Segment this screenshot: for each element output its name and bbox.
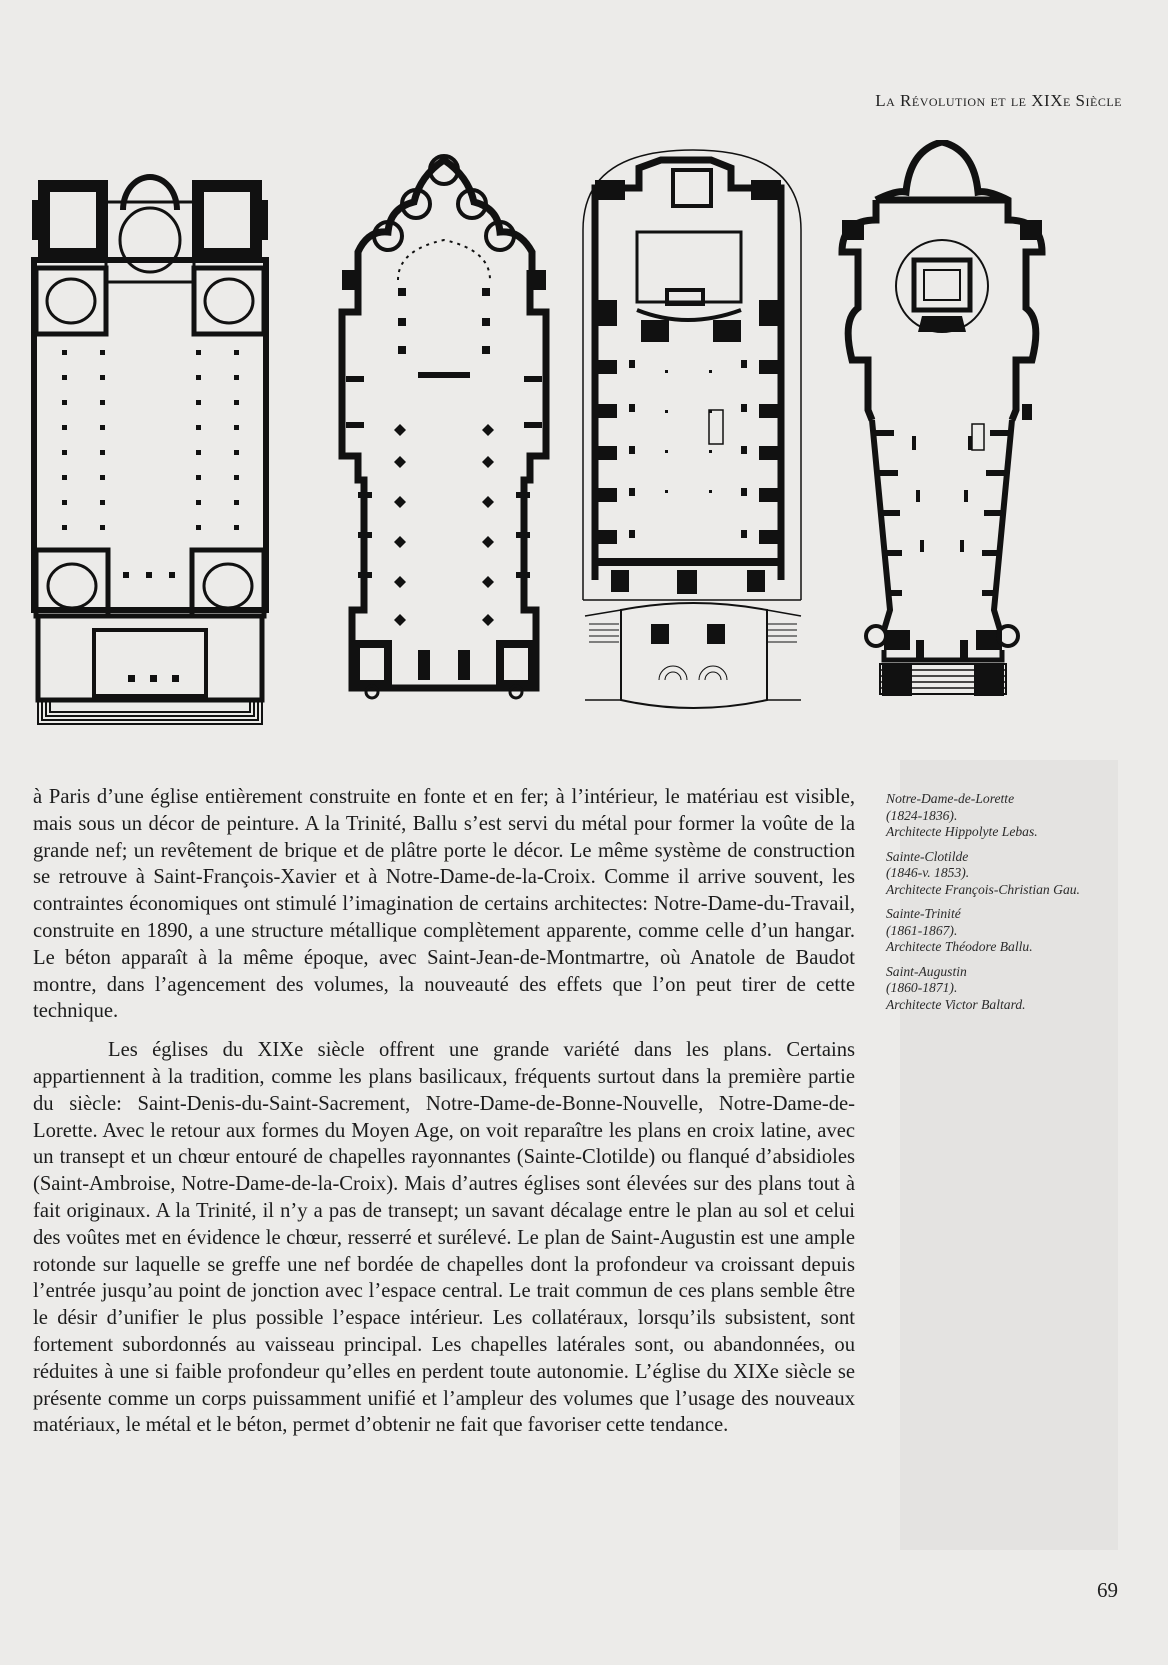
caption-architect: Architecte Hippolyte Lebas. xyxy=(886,824,1038,839)
caption-architect: Architecte Théodore Ballu. xyxy=(886,939,1033,954)
caption-title: Sainte-Clotilde xyxy=(886,848,969,864)
caption-dates: (1846-v. 1853). xyxy=(886,865,970,880)
paragraph: Les églises du XIXe siècle offrent une grande variété dans les plans. Certains appartiennent à la tradition, comme les plans basilicaux, fréquents surtout dans la première partie du siècle: Saint-Denis-du-Saint-Sacrement, Notre-Dame-de-Bonne-Nouvelle, Notre-Dame-de-Lorette. Avec le retour aux formes du Moyen Age, on voit reparaître les plans en croix latine, avec un transept et un chœur entouré de chapelles rayonnantes (Sainte-Clotilde) ou flanqué d’absidioles (Saint-Ambroise, Notre-Dame-de-la-Croix). Mais d’autres églises sont élevées sur des plans tout à fait originaux. A la Trinité, il n’y a pas de transept; un savant décalage entre le plan au sol et celui des voûtes met en évidence le chœur, resserré et surélevé. Le plan de Saint-Augustin est une ample rotonde sur laquelle se greffe une nef bordée de chapelles dont la profondeur va croissant depuis l’entrée jusqu’au point de jonction avec l’espace central. Le trait commun de ces plans semble être le désir d’unifier le plus possible l’espace intérieur. Les collatéraux, lorsqu’ils subsistent, sont fortement subordonnés au vaisseau principal. Les chapelles latérales sont, ou abandonnées, ou réduites à une si faible profondeur qu’elles en perdent toute autonomie. L’église du XIXe siècle se présente comme un corps puissamment unifié et l’ampleur des volumes que l’usage des nouveaux matériaux, le métal et le béton, permet d’obtenir ne fait que favoriser cette tendance. xyxy=(33,1039,855,1437)
caption-architect: Architecte Victor Baltard. xyxy=(886,996,1026,1012)
figure-captions xyxy=(886,791,1136,1021)
caption-dates: (1824-1836). xyxy=(886,807,958,823)
running-head: La Révolution et le XIXe Siècle xyxy=(875,91,1122,110)
paragraph: à Paris d’une église entièrement construite en fonte et en fer; à l’intérieur, le matériau est visible, mais sous un décor de peinture. A la Trinité, Ballu s’est servi du métal pour former la voûte de la grande nef; un revêtement de brique et de plâtre porte le décor. Le même système de construction se retrouve à Saint-François-Xavier et à Notre-Dame-de-la-Croix. Comme il arrive souvent, les contraintes économiques ont stimulé l’imagination de certains architectes: Notre-Dame-du-Travail, construite en 1890, a une structure métallique complètement apparente, comme celle d’un hangar. Le béton apparaît à la même époque, avec Saint-Jean-de-Montmartre, où Anatole de Baudot montre, dans l’agencement des volumes, la nouveauté des effets que l’on peut tirer de cette technique. xyxy=(33,786,855,1023)
caption-sainte-clotilde xyxy=(886,849,1136,899)
caption-sainte-trinite xyxy=(886,906,1136,956)
floor-plan-rotunda-icon xyxy=(836,140,1046,740)
floor-plan-trinite-icon xyxy=(581,140,811,740)
floor-plans-figure xyxy=(28,140,1118,760)
caption-title: Notre-Dame-de-Lorette xyxy=(886,791,1015,806)
caption-title: Saint-Augustin xyxy=(886,963,967,979)
caption-saint-augustin xyxy=(886,964,1136,1014)
page-number: 69 xyxy=(1097,1578,1118,1602)
caption-architect: Architecte François-Christian Gau. xyxy=(886,881,1080,897)
floor-plan-basilica-icon xyxy=(28,140,273,740)
caption-notre-dame-de-lorette xyxy=(886,791,1136,841)
caption-title: Sainte-Trinité xyxy=(886,906,961,921)
caption-dates: (1861-1867). xyxy=(886,922,958,938)
floor-plan-latin-cross-icon xyxy=(328,140,568,740)
body-text xyxy=(33,784,855,1439)
caption-dates: (1860-1871). xyxy=(886,980,958,995)
